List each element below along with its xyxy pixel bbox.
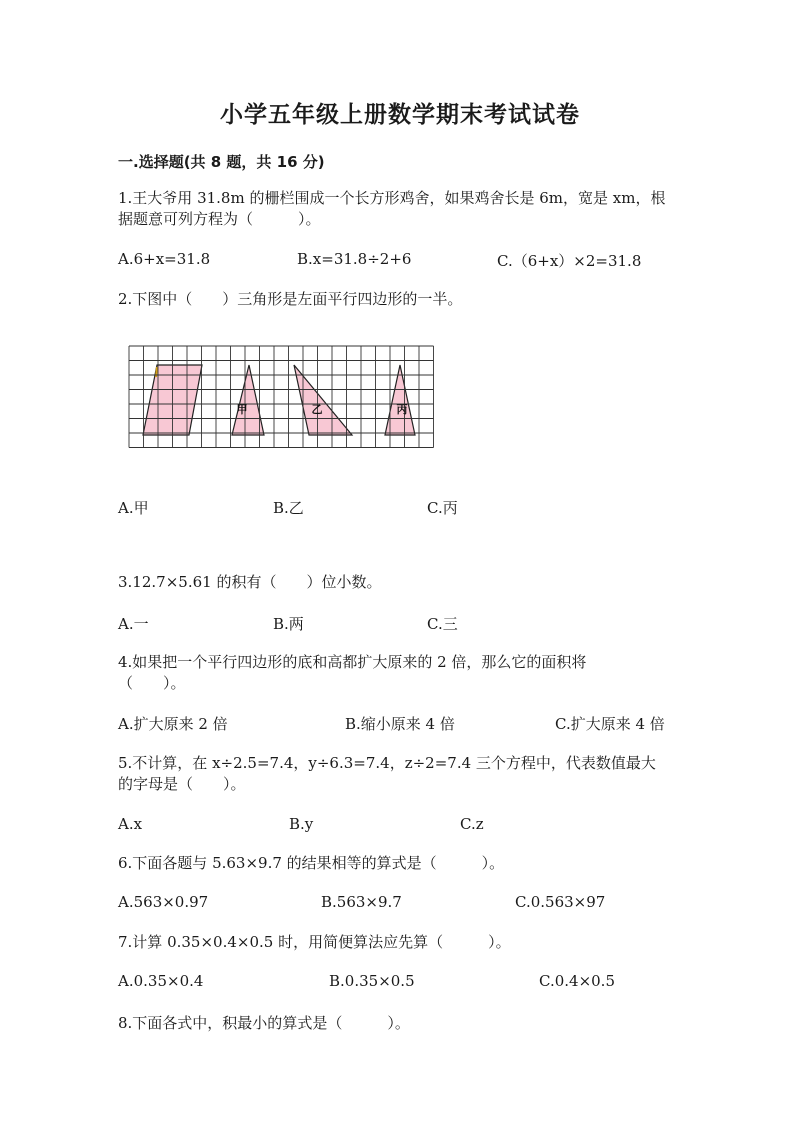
question-3-line-1: 3.12.7×5.61 的积有（ ）位小数。 xyxy=(118,573,382,591)
question-4-line-2: （ ）。 xyxy=(118,674,186,692)
q7-option-a: A.0.35×0.4 xyxy=(118,972,204,990)
label-jia: 甲 xyxy=(236,403,248,416)
q6-option-a: A.563×0.97 xyxy=(118,893,209,911)
q1-option-a: A.6+x=31.8 xyxy=(118,250,211,268)
label-yi: 乙 xyxy=(311,403,323,416)
question-5-line-2: 的字母是（ ）。 xyxy=(118,775,246,793)
q3-option-c: C.三 xyxy=(427,615,458,633)
q2-option-b: B.乙 xyxy=(273,499,304,517)
q1-option-b: B.x=31.8÷2+6 xyxy=(297,250,412,268)
q2-option-c: C.丙 xyxy=(427,499,458,517)
q4-option-b: B.缩小原来 4 倍 xyxy=(345,715,455,733)
page-title: 小学五年级上册数学期末考试试卷 xyxy=(220,101,580,128)
q7-option-c: C.0.4×0.5 xyxy=(539,972,615,990)
grid-figure xyxy=(127,343,435,451)
q4-option-a: A.扩大原来 2 倍 xyxy=(118,715,228,733)
section-heading: 一.选择题(共 8 题，共 16 分) xyxy=(118,153,325,171)
q2-option-a: A.甲 xyxy=(118,499,149,517)
marker-tick xyxy=(156,367,157,377)
q7-option-b: B.0.35×0.5 xyxy=(329,972,415,990)
question-1-line-1: 1.王大爷用 31.8m 的栅栏围成一个长方形鸡舍，如果鸡舍长是 6m，宽是 xm，根 xyxy=(118,189,666,207)
question-6-line-1: 6.下面各题与 5.63×9.7 的结果相等的算式是（ ）。 xyxy=(118,854,505,872)
question-2-line-1: 2.下图中（ ）三角形是左面平行四边形的一半。 xyxy=(118,290,463,308)
q1-option-c: C.（6+x）×2=31.8 xyxy=(497,252,642,270)
q5-option-c: C.z xyxy=(460,815,484,833)
q5-option-a: A.x xyxy=(118,815,143,833)
question-4-line-1: 4.如果把一个平行四边形的底和高都扩大原来的 2 倍，那么它的面积将 xyxy=(118,653,587,671)
question-8-line-1: 8.下面各式中，积最小的算式是（ ）。 xyxy=(118,1014,410,1032)
q6-option-b: B.563×9.7 xyxy=(321,893,402,911)
q3-option-a: A.一 xyxy=(118,615,149,633)
q4-option-c: C.扩大原来 4 倍 xyxy=(555,715,665,733)
question-1-line-2: 据题意可列方程为（ ）。 xyxy=(118,210,321,228)
q6-option-c: C.0.563×97 xyxy=(515,893,606,911)
q5-option-b: B.y xyxy=(289,815,314,833)
label-bing: 丙 xyxy=(396,403,408,416)
question-5-line-1: 5.不计算，在 x÷2.5=7.4，y÷6.3=7.4，z÷2=7.4 三个方程中，代表数值最大 xyxy=(118,754,656,772)
q3-option-b: B.两 xyxy=(273,615,304,633)
question-7-line-1: 7.计算 0.35×0.4×0.5 时，用简便算法应先算（ ）。 xyxy=(118,933,511,951)
triangle-bing xyxy=(385,365,415,435)
